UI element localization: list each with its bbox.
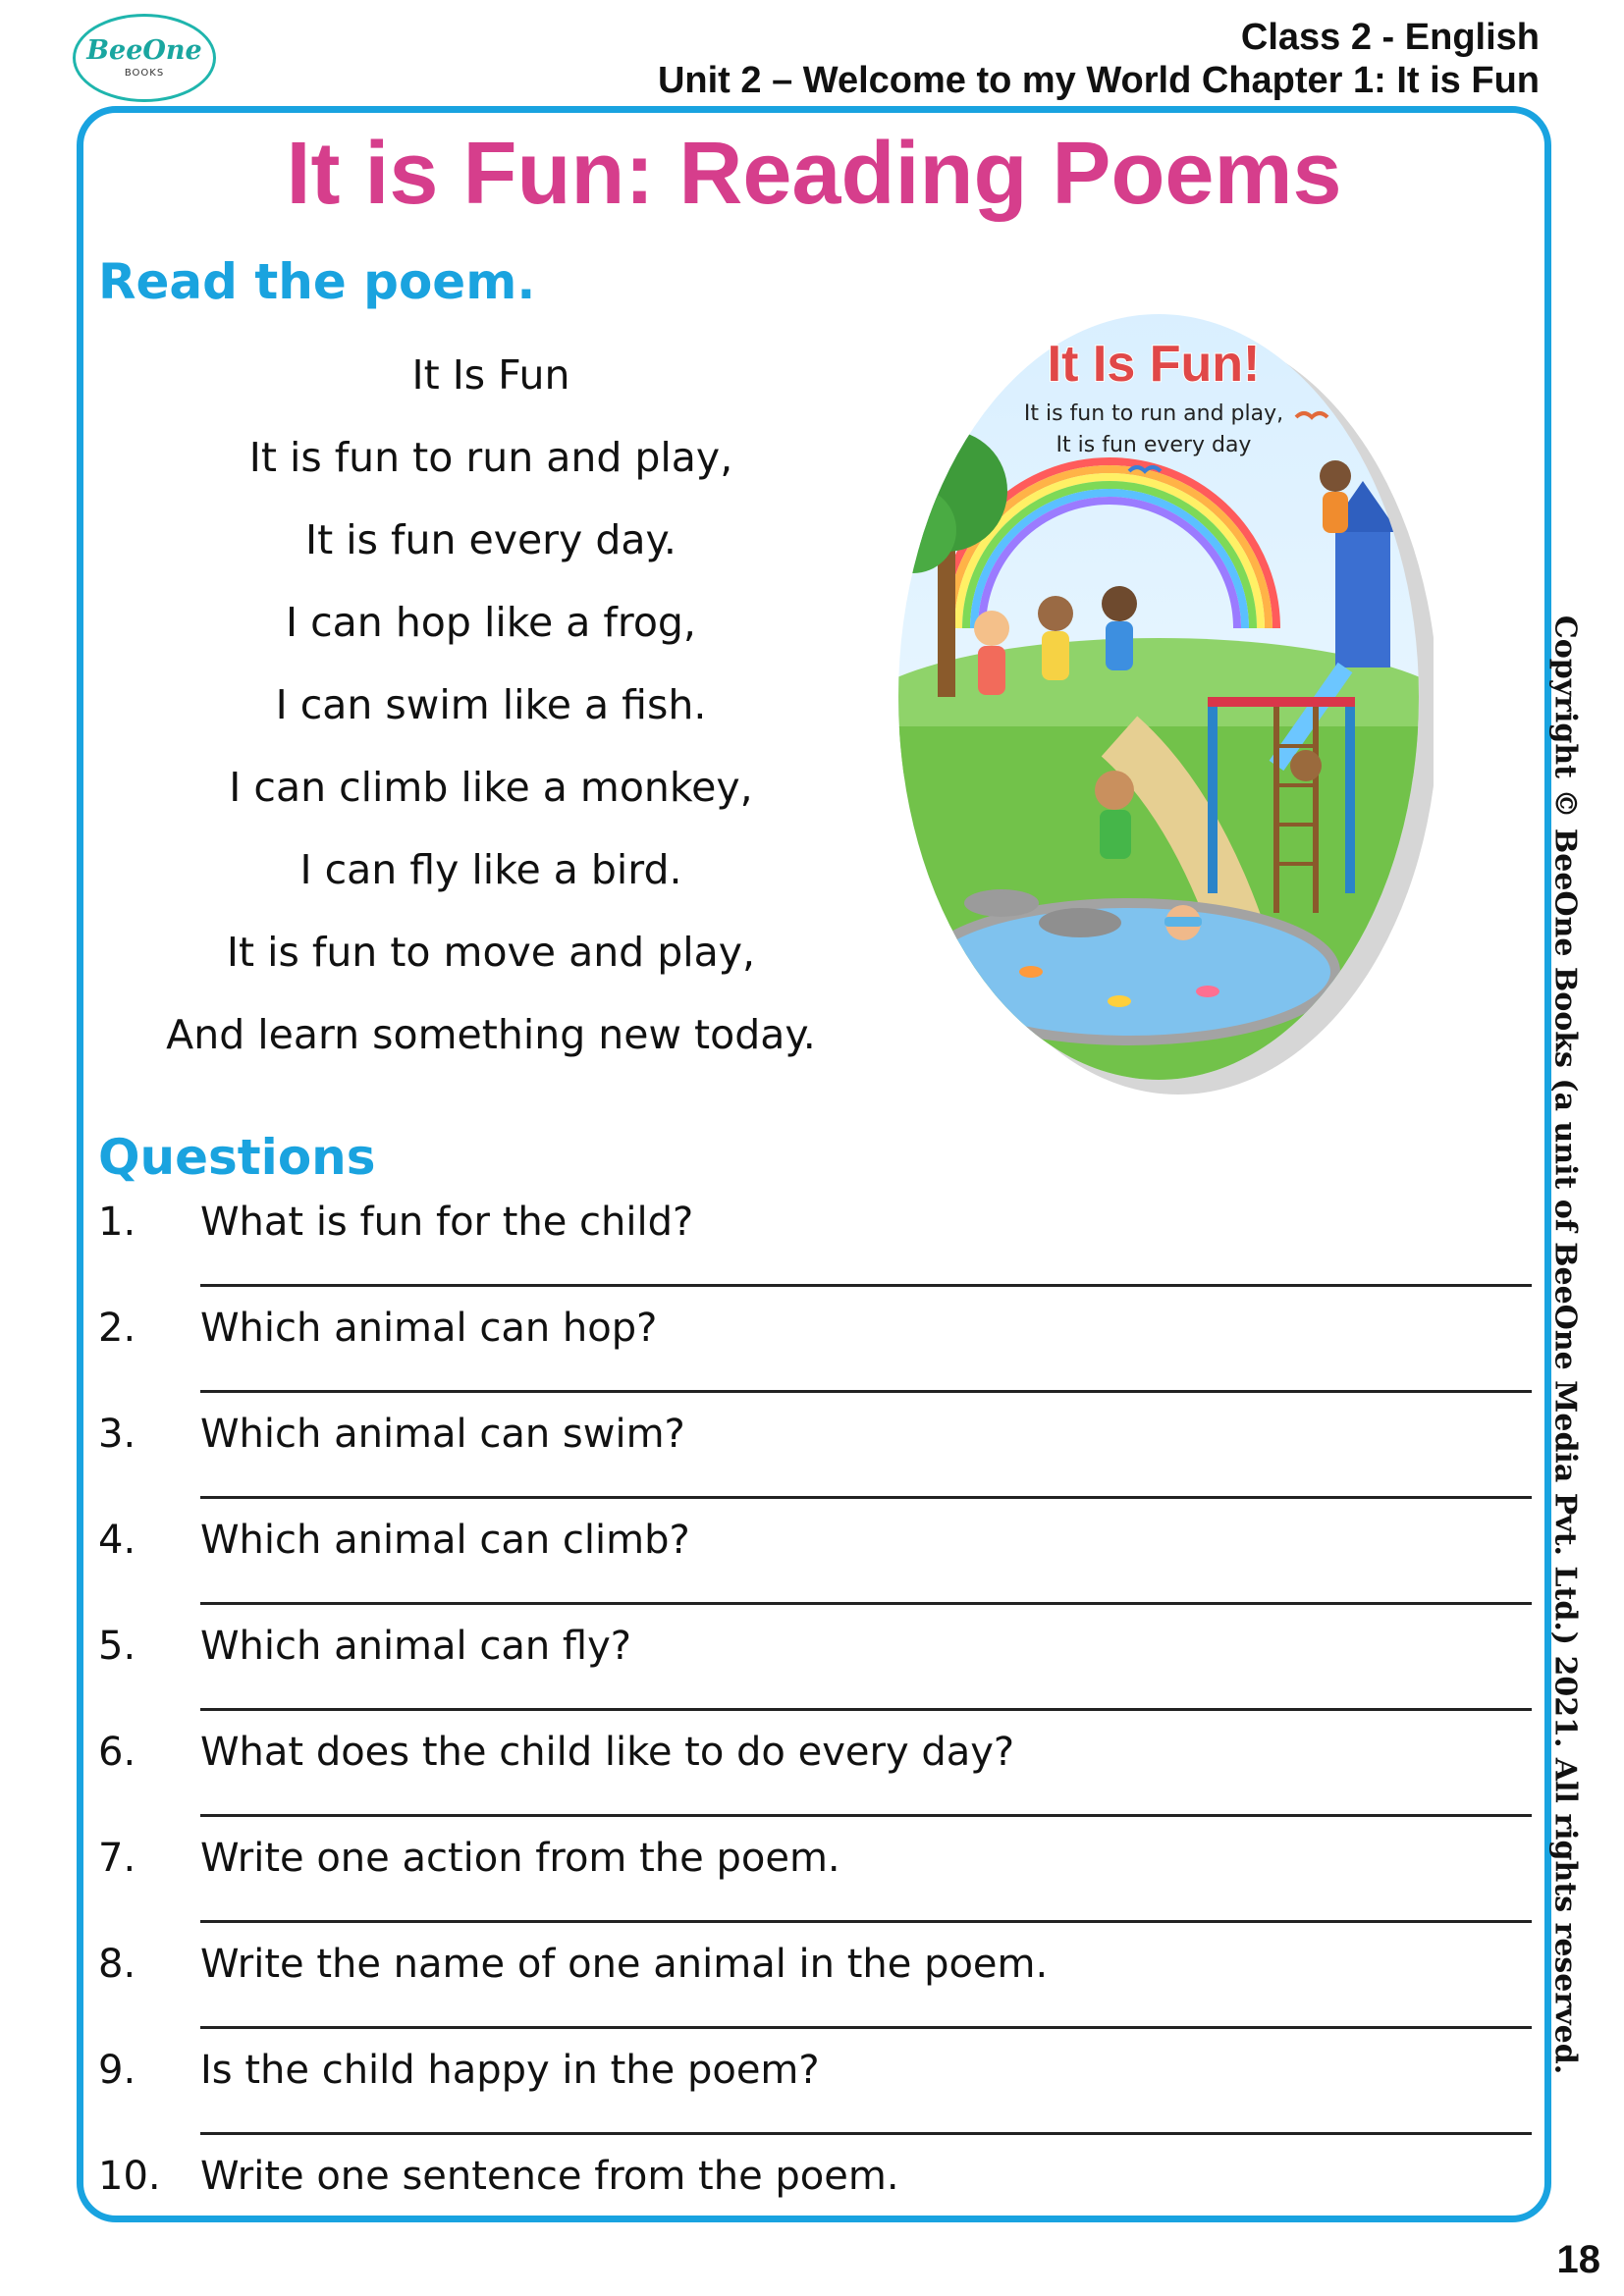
page-title: It is Fun: Reading Poems (286, 125, 1342, 223)
logo-brand: BeeOne (86, 35, 202, 66)
poem-line: And learn something new today. (166, 1011, 816, 1058)
question-text: Which animal can swim? (200, 1412, 685, 1457)
poem (118, 334, 864, 1076)
copyright-text: Copyright © BeeOne Books (a unit of BeeOne Media Pvt. Ltd.) 2021. All rights reserved. (1547, 614, 1583, 2075)
publisher-logo (73, 14, 216, 102)
page-number: 18 (1556, 2238, 1600, 2281)
question-item (98, 1920, 1532, 2026)
page-header (658, 16, 1540, 102)
question-number: 3. (98, 1412, 136, 1457)
question-number: 4. (98, 1518, 136, 1563)
question-number: 8. (98, 1942, 136, 1987)
read-poem-heading: Read the poem. (98, 253, 536, 310)
question-number: 6. (98, 1730, 136, 1775)
question-text: Which animal can hop? (200, 1306, 658, 1351)
question-text: Write one sentence from the poem. (200, 2154, 899, 2199)
poem-line: I can swim like a fish. (275, 681, 707, 728)
poem-line: I can climb like a monkey, (229, 764, 753, 811)
question-text: Write the name of one animal in the poem. (200, 1942, 1049, 1987)
unit-chapter-label: Unit 2 – Welcome to my World Chapter 1: It is Fun (657, 60, 1540, 101)
question-item (98, 1602, 1532, 1708)
question-item (98, 1708, 1532, 1814)
playground-illustration (884, 304, 1434, 1099)
question-item (98, 1496, 1532, 1602)
poem-line: It is fun to run and play, (248, 434, 733, 481)
question-text: Is the child happy in the poem? (200, 2048, 820, 2093)
question-number: 7. (98, 1836, 136, 1881)
poem-line: I can fly like a bird. (299, 846, 682, 893)
questions-list (98, 1178, 1532, 2238)
illustration-caption: It is fun every day (1056, 433, 1252, 457)
logo-sub: BOOKS (124, 68, 165, 79)
question-text: What does the child like to do every day? (200, 1730, 1015, 1775)
poem-line: I can hop like a frog, (286, 599, 696, 646)
question-number: 1. (98, 1200, 136, 1245)
question-text: What is fun for the child? (200, 1200, 694, 1245)
question-item (98, 1284, 1532, 1390)
question-number: 2. (98, 1306, 136, 1351)
poem-title: It Is Fun (411, 351, 570, 399)
question-item (98, 2132, 1532, 2238)
class-label: Class 2 - English (1240, 17, 1540, 58)
question-number: 10. (98, 2154, 161, 2199)
question-item (98, 2026, 1532, 2132)
question-number: 9. (98, 2048, 136, 2093)
question-number: 5. (98, 1624, 136, 1669)
illustration-caption: It is fun to run and play, (1023, 401, 1284, 426)
questions-heading: Questions (98, 1129, 376, 1186)
question-text: Which animal can climb? (200, 1518, 690, 1563)
question-item (98, 1390, 1532, 1496)
poem-line: It is fun every day. (305, 516, 677, 563)
question-item (98, 1178, 1532, 1284)
question-item (98, 1814, 1532, 1920)
question-text: Write one action from the poem. (200, 1836, 840, 1881)
poem-line: It is fun to move and play, (226, 929, 756, 976)
illustration-title: It Is Fun! (1047, 336, 1261, 393)
question-text: Which animal can fly? (200, 1624, 632, 1669)
